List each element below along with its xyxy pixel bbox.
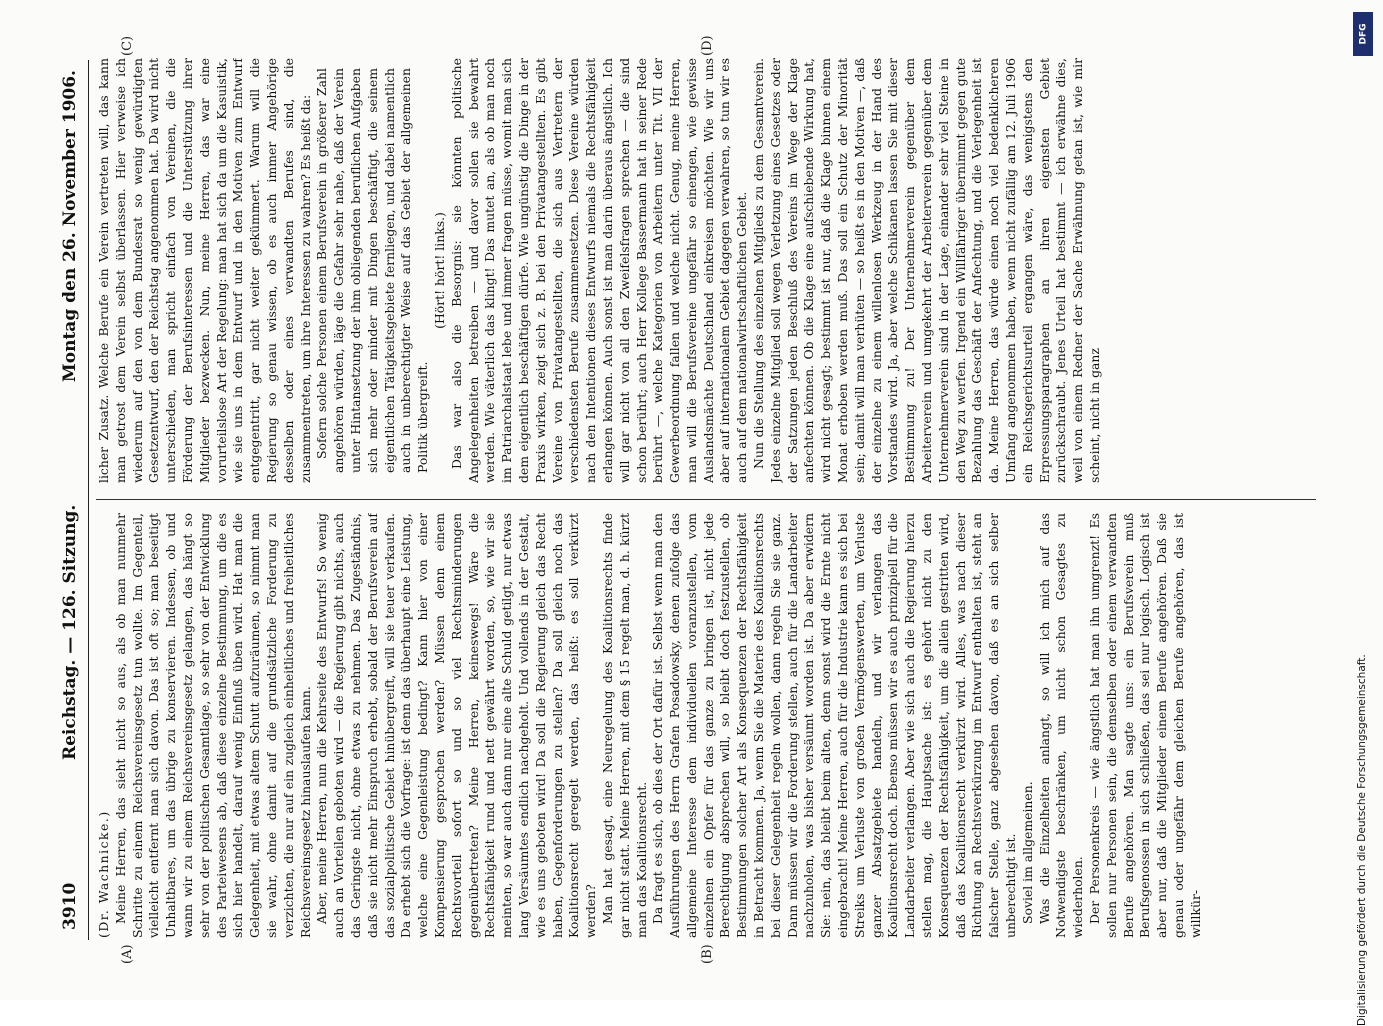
paragraph: Man hat gesagt, eine Neuregelung des Koalitionsrechts finde gar nicht statt. Meine Herren, mit dem § 15 regelt man, d. h. kürzt man das Koalitionsrecht. <box>599 513 649 938</box>
column-rule <box>96 499 1316 500</box>
paragraph: Meine Herren, das sieht nicht so aus, als ob man nunmehr Schritte zu einem Reichsvereinsgesetz tun wollte. Im Gegenteil, vielleicht entfernt man sich davon. Das ist oft so; man beseitigt Unhaltbares, um das übrige zu konservieren. Indessen, ob und wann wir zu einem Reichsvereinsgesetz gelangen, das hängt so sehr von der politischen Gesamtlage, so sehr von der Entwicklung des Parteiwesens ab, daß diese einzelne Bestimmung, um die es sich hier handelt, darauf wenig Einfluß üben wird. Hat man die Gelegenheit, mit etwas altem Schutt aufzuräumen, so nimmt man sie wahr, ohne damit auf die grundsätzliche Forderung zu verzichten, die nur auf ein zugleich einheitliches und freiheitliches Reichsvereinsgesetz hinauslaufen kann. <box>112 513 313 938</box>
paragraph: licher Zusatz. Welche Berufe ein Verein vertreten will, das kann man getrost dem Verein selbst überlassen. Hier verweise ich wiederum auf den von dem Bundesrat so wenig gewürdigten Gesetzentwurf, den der Reichstag angenommen hat. Da wird nicht unterschieden, man spricht einfach von Vereinen, die die Förderung der Berufsinteressen und die Unterstützung ihrer Mitglieder bezwecken. Nun, meine Herren, das war eine vorurteilslose Art der Regelung: man hat sich da um die Kasuistik, wie sie uns in dem Entwurf und in den Motiven zum Entwurf entgegentritt, gar nicht weiter gekümmert. Warum will die Regierung so genau wissen, ob es auch immer Angehörige desselben oder eines verwandten Berufes sind, die zusammentreten, um ihre Interessen zu wahren? Es heißt da: <box>96 58 313 483</box>
interjection: (Hört! hört! links.) <box>431 212 447 329</box>
paragraph: Der Personenkreis — wie ängstlich hat man ihn umgrenzt! Es sollen nur Personen sein, die demselben oder einem verwandten Berufe angehören. Man sagte uns: ein Berufsverein muß Berufsgenossen in sich schließen, das sei nur logisch. Logisch ist aber nur, daß die Mitglieder einem Berufe angehören. Daß sie genau oder ungefähr dem gleichen Berufe angehören, das ist willkür- <box>1087 513 1203 938</box>
page-number: 3910 <box>60 882 80 930</box>
paragraph: Soviel im allgemeinen. <box>1019 781 1035 924</box>
digitization-note <box>1356 8 1377 1026</box>
session-title: Reichstag. — 126. Sitzung. <box>60 504 80 761</box>
right-column <box>96 58 1321 483</box>
paragraph: Nun die Stellung des einzelnen Mitglieds zu dem Gesamtverein. Jedes einzelne Mitglied soll wegen Verletzung eines Gesetzes oder der Satzungen jeden Beschluß des Vereins im Wege der Klage anfechten können. Ob die Klage eine aufschiebende Wirkung hat, wird nicht gesagt; bestimmt ist nur, daß die Klage binnen einem Monat erhoben werden muß. Das soll ein Schutz der Minorität sein; damit will man verhüten — so heißt es in den Motiven —, daß der einzelne zu einem willenlosen Werkzeug in der Hand des Vorstandes wird. Ja, aber welche Schikanen lassen Sie mit dieser Bestimmung zu! Der Unternehmerverein gegenüber dem Arbeiterverein und umgekehrt der Arbeiterverein gegenüber dem Unternehmerverein sind in der Lage, einander sehr viel Steine in den Weg zu werfen. Irgend ein Willfähriger übernimmt gegen gute Bezahlung das Geschäft der Anfechtung, und die Verlegenheit ist da. Meine Herren, das würde einen noch viel bedenklicheren Umfang angenommen haben, wenn nicht zufällig am 12. Juli 1906 ein Reichsgerichtsurteil ergangen wäre, das wenigstens den Erpressungsparagraphen an ihren eigensten Gebiet zurückschraubt. Jenes Urteil hat bestimmt — ich erwähne dies, weil von einem Redner der Sache Erwähnung getan ist, wie mir scheint, nicht in ganz <box>751 58 1103 483</box>
header-rule <box>88 60 89 940</box>
quotation: Sofern solche Personen einem Berufsverein in größerer Zahl angehören würden, läge die Gefahr sehr nahe, daß der Verein unter Hintansetzung der ihm obliegenden beruflichen Aufgaben sich mehr oder minder mit Dingen beschäftigt, die seinem eigentlichen Tätigkeitsgebiete fernliegen, und dabei namentlich auch in unberechtigter Weise auf das Gebiet der allgemeinen Politik übergreift. <box>314 68 431 473</box>
margin-marker-d: (D) <box>700 35 715 56</box>
digitization-text: Digitalisierung gefördert durch die Deutsche Forschungsgemeinschaft. <box>1356 654 1368 1026</box>
paragraph: Was die Einzelheiten anlangt, so will ich mich auf das Notwendigste beschränken, um nicht schon Gesagtes zu wiederholen. <box>1036 513 1086 938</box>
session-date: Montag den 26. November 1906. <box>60 70 80 383</box>
margin-marker-c: (C) <box>120 35 135 56</box>
page-header <box>55 70 85 930</box>
speaker-label: (Dr. Wachnicke.) <box>96 810 111 938</box>
paragraph: Da fragt es sich, ob dies der Ort dafür ist. Selbst wenn man den Ausführungen des Herrn Grafen Posadowsky, denen zufolge das allgemeine Interesse dem individuellen voranzustellen, vom einzelnen ein Opfer für das ganze zu bringen ist, nicht jede Berechtigung absprechen will, so bleibt doch festzustellen, ob Bestimmungen solcher Art als Konsequenzen der Rechtsfähigkeit in Betracht kommen. Ja, wenn Sie die Materie des Koalitionsrechts bei dieser Gelegenheit regeln wollen, dann regeln Sie sie ganz. Dann müssen wir die Forderung stellen, auch für die Landarbeiter nachzuholen, was bisher versäumt worden ist. Da aber erwidern Sie: nein, das bleibt beim alten, denn sonst wird die Ernte nicht eingebracht! Meine Herren, auch für die Industrie kann es sich bei Streiks um Verluste von großen Vermögenswerten, um Verluste ganzer Absatzgebiete handeln, und wir verlangen das Koalitionsrecht doch. Ebenso müssen wir es auch prinzipiell für die Landarbeiter verlangen. Aber wie sich auch die Regierung hierzu stellen mag, die Hauptsache ist: es gehört nicht zu den Konsequenzen der Rechtsfähigkeit, um die allein gestritten wird, daß das Koalitionsrecht verkürzt wird. Alles, was nach dieser Richtung an Rechtsverkürzung im Entwurf enthalten ist, steht an falscher Stelle, ganz abgesehen davon, daß es an sich selber unberechtigt ist. <box>650 513 1019 938</box>
left-column <box>96 513 1321 938</box>
paragraph: Aber, meine Herren, nun die Kehrseite des Entwurfs! So wenig auch an Vorteilen geboten wird — die Regierung gibt nichts, auch das Geringste nicht, ohne etwas zu nehmen. Das Zugeständnis, daß sie nicht mehr Einspruch erhebt, sobald der Berufsverein auf das sozialpolitische Gebiet hinübergreift, will sie teuer verkaufen. Da erhebt sich die Vorfrage: ist denn das überhaupt eine Leistung, welche eine Gegenleistung bedingt? Kann hier von einer Kompensierung gesprochen werden? Müssen denn einem Rechtsvorteil sofort so und so viel Rechtsminderungen gegenübertreten? Meine Herren, keineswegs! Wäre die Rechtsfähigkeit rund und nett gewährt worden, so, wie wir sie meinten, so war auch dann nur eine alte Schuld getilgt, nur etwas lang Versäumtes endlich nachgeholt. Und vollends in der Gestalt, wie es uns geboten wird! Da soll die Regierung gleich das Recht haben, Gegenforderungen zu stellen? Da soll gleich noch das Koalitionsrecht geregelt werden, das heißt: es soll verkürzt werden? <box>314 513 599 938</box>
paragraph: Das war also die Besorgnis: sie könnten politische Angelegenheiten betreiben — und davor sollen sie bewahrt werden. Wie väterlich das klingt! Das mutet an, als ob man noch im Patriarchalstaat lebe und immer fragen müsse, womit man sich dem eigentlich beschäftigen dürfe. Wie ungünstig die Dinge in der Praxis wirken, zeigt sich z. B. bei den Privatangestellten. Es gibt Vereine von Privatangestellten, die sich aus Vertretern der verschiedensten Berufe zusammensetzen. Diese Vereine würden nach den Intentionen dieses Entwurfs niemals die Rechtsfähigkeit erlangen können. Auch sonst ist man darin überaus ängstlich. Ich will gar nicht von all den Zweifelsfragen sprechen — die sind schon berührt; auch Herr Kollege Bassermann hat in seiner Rede berührt —, welche Kategorien von Arbeitern unter Tit. VII der Gewerbeordnung fallen und welche nicht. Genug, meine Herren, man will die Berufsvereine ungefähr so einengen, wie gewisse Auslandsmächte Deutschland einkreisen möchten. Wie wir uns aber auf internationalem Gebiet dagegen verwahren, so tun wir es auch auf dem nationalwirtschaftlichen Gebiet. <box>448 58 750 483</box>
margin-marker-a: (A) <box>120 944 135 964</box>
margin-marker-b: (B) <box>700 944 715 964</box>
dfg-logo: DFG <box>1353 12 1373 56</box>
